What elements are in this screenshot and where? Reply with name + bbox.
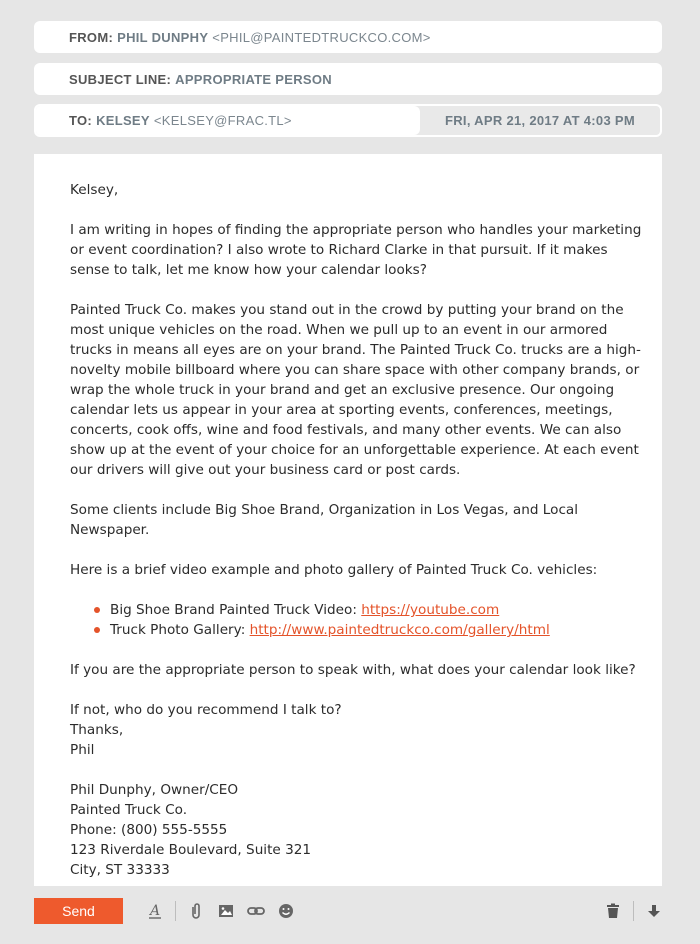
emoji-icon[interactable] [276, 901, 296, 921]
closing-question: If not, who do you recommend I talk to? [70, 702, 342, 718]
from-email: <PHIL@PAINTEDTRUCKCO.COM> [212, 29, 431, 45]
subject-label: SUBJECT LINE: [69, 71, 172, 87]
message-body[interactable] [34, 154, 662, 886]
subject-value: APPROPRIATE PERSON [175, 71, 332, 87]
closing-thanks: Thanks, [70, 722, 124, 738]
to-field[interactable] [36, 106, 420, 135]
image-icon[interactable] [216, 901, 236, 921]
compose-toolbar [34, 896, 674, 926]
toolbar-divider [175, 901, 176, 921]
paragraph-question: If you are the appropriate person to speak with, what does your calendar look like? [70, 662, 636, 678]
svg-text:A: A [150, 903, 161, 919]
paragraph-video-intro: Here is a brief video example and photo gallery of Painted Truck Co. vehicles: [70, 562, 598, 578]
sent-date: FRI, APR 21, 2017 AT 4:03 PM [445, 113, 635, 128]
to-email: <KELSEY@FRAC.TL> [153, 113, 292, 128]
signature-line: Painted Truck Co. [70, 802, 188, 818]
from-name: PHIL DUNPHY [117, 29, 209, 45]
subject-field[interactable] [34, 63, 662, 95]
paragraph-clients: Some clients include Big Shoe Brand, Organization in Los Vegas, and Local Newspaper. [70, 502, 579, 538]
list-item [110, 600, 642, 620]
more-options-icon[interactable] [644, 901, 664, 921]
gallery-link[interactable]: http://www.paintedtruckco.com/gallery/html [249, 622, 550, 638]
send-button[interactable]: Send [34, 898, 123, 924]
closing-name: Phil [70, 742, 95, 758]
signature-line: 123 Riverdale Boulevard, Suite 321 [70, 842, 312, 858]
toolbar-divider [633, 901, 634, 921]
list-item [110, 620, 642, 640]
list-item-label: Big Shoe Brand Painted Truck Video: [110, 602, 362, 618]
list-item-label: Truck Photo Gallery: [110, 622, 250, 638]
to-name: KELSEY [96, 113, 150, 128]
link-list [70, 600, 642, 640]
paragraph-pitch: Painted Truck Co. makes you stand out in the crowd by putting your brand on the most unique vehicles on the road. When we pull up to an event in our armored trucks in means all eyes are on your brand. The Painted Truck Co. trucks are a high-novelty mobile billboard where you can share space with other company brands, or wrap the whole truck in your brand and get an exclusive presence. Our ongoing calendar lets us appear in your area at sporting events, conferences, meetings, concerts, cook offs, wine and food festivals, and many other events. We can also show up at the event of your choice for an unforgettable experience. At each event our drivers will give out your business card or post cards. [70, 302, 641, 478]
signature-line: City, ST 33333 [70, 862, 170, 878]
signature-line: Phil Dunphy, Owner/CEO [70, 782, 239, 798]
text-format-icon[interactable] [145, 901, 165, 921]
video-link[interactable]: https://youtube.com [361, 602, 500, 618]
attachment-icon[interactable] [186, 901, 206, 921]
trash-icon[interactable] [603, 901, 623, 921]
signature-line: Phone: (800) 555-5555 [70, 822, 228, 838]
greeting: Kelsey, [70, 182, 119, 198]
paragraph-intro: I am writing in hopes of finding the appropriate person who handles your marketing or event coordination? I also wrote to Richard Clarke in that pursuit. If it makes sense to talk, let me know how your calendar looks? [70, 222, 642, 278]
to-label: TO: [69, 113, 93, 128]
link-icon[interactable] [246, 901, 266, 921]
to-row [34, 104, 662, 137]
from-label: FROM: [69, 29, 114, 45]
from-field [34, 21, 662, 53]
